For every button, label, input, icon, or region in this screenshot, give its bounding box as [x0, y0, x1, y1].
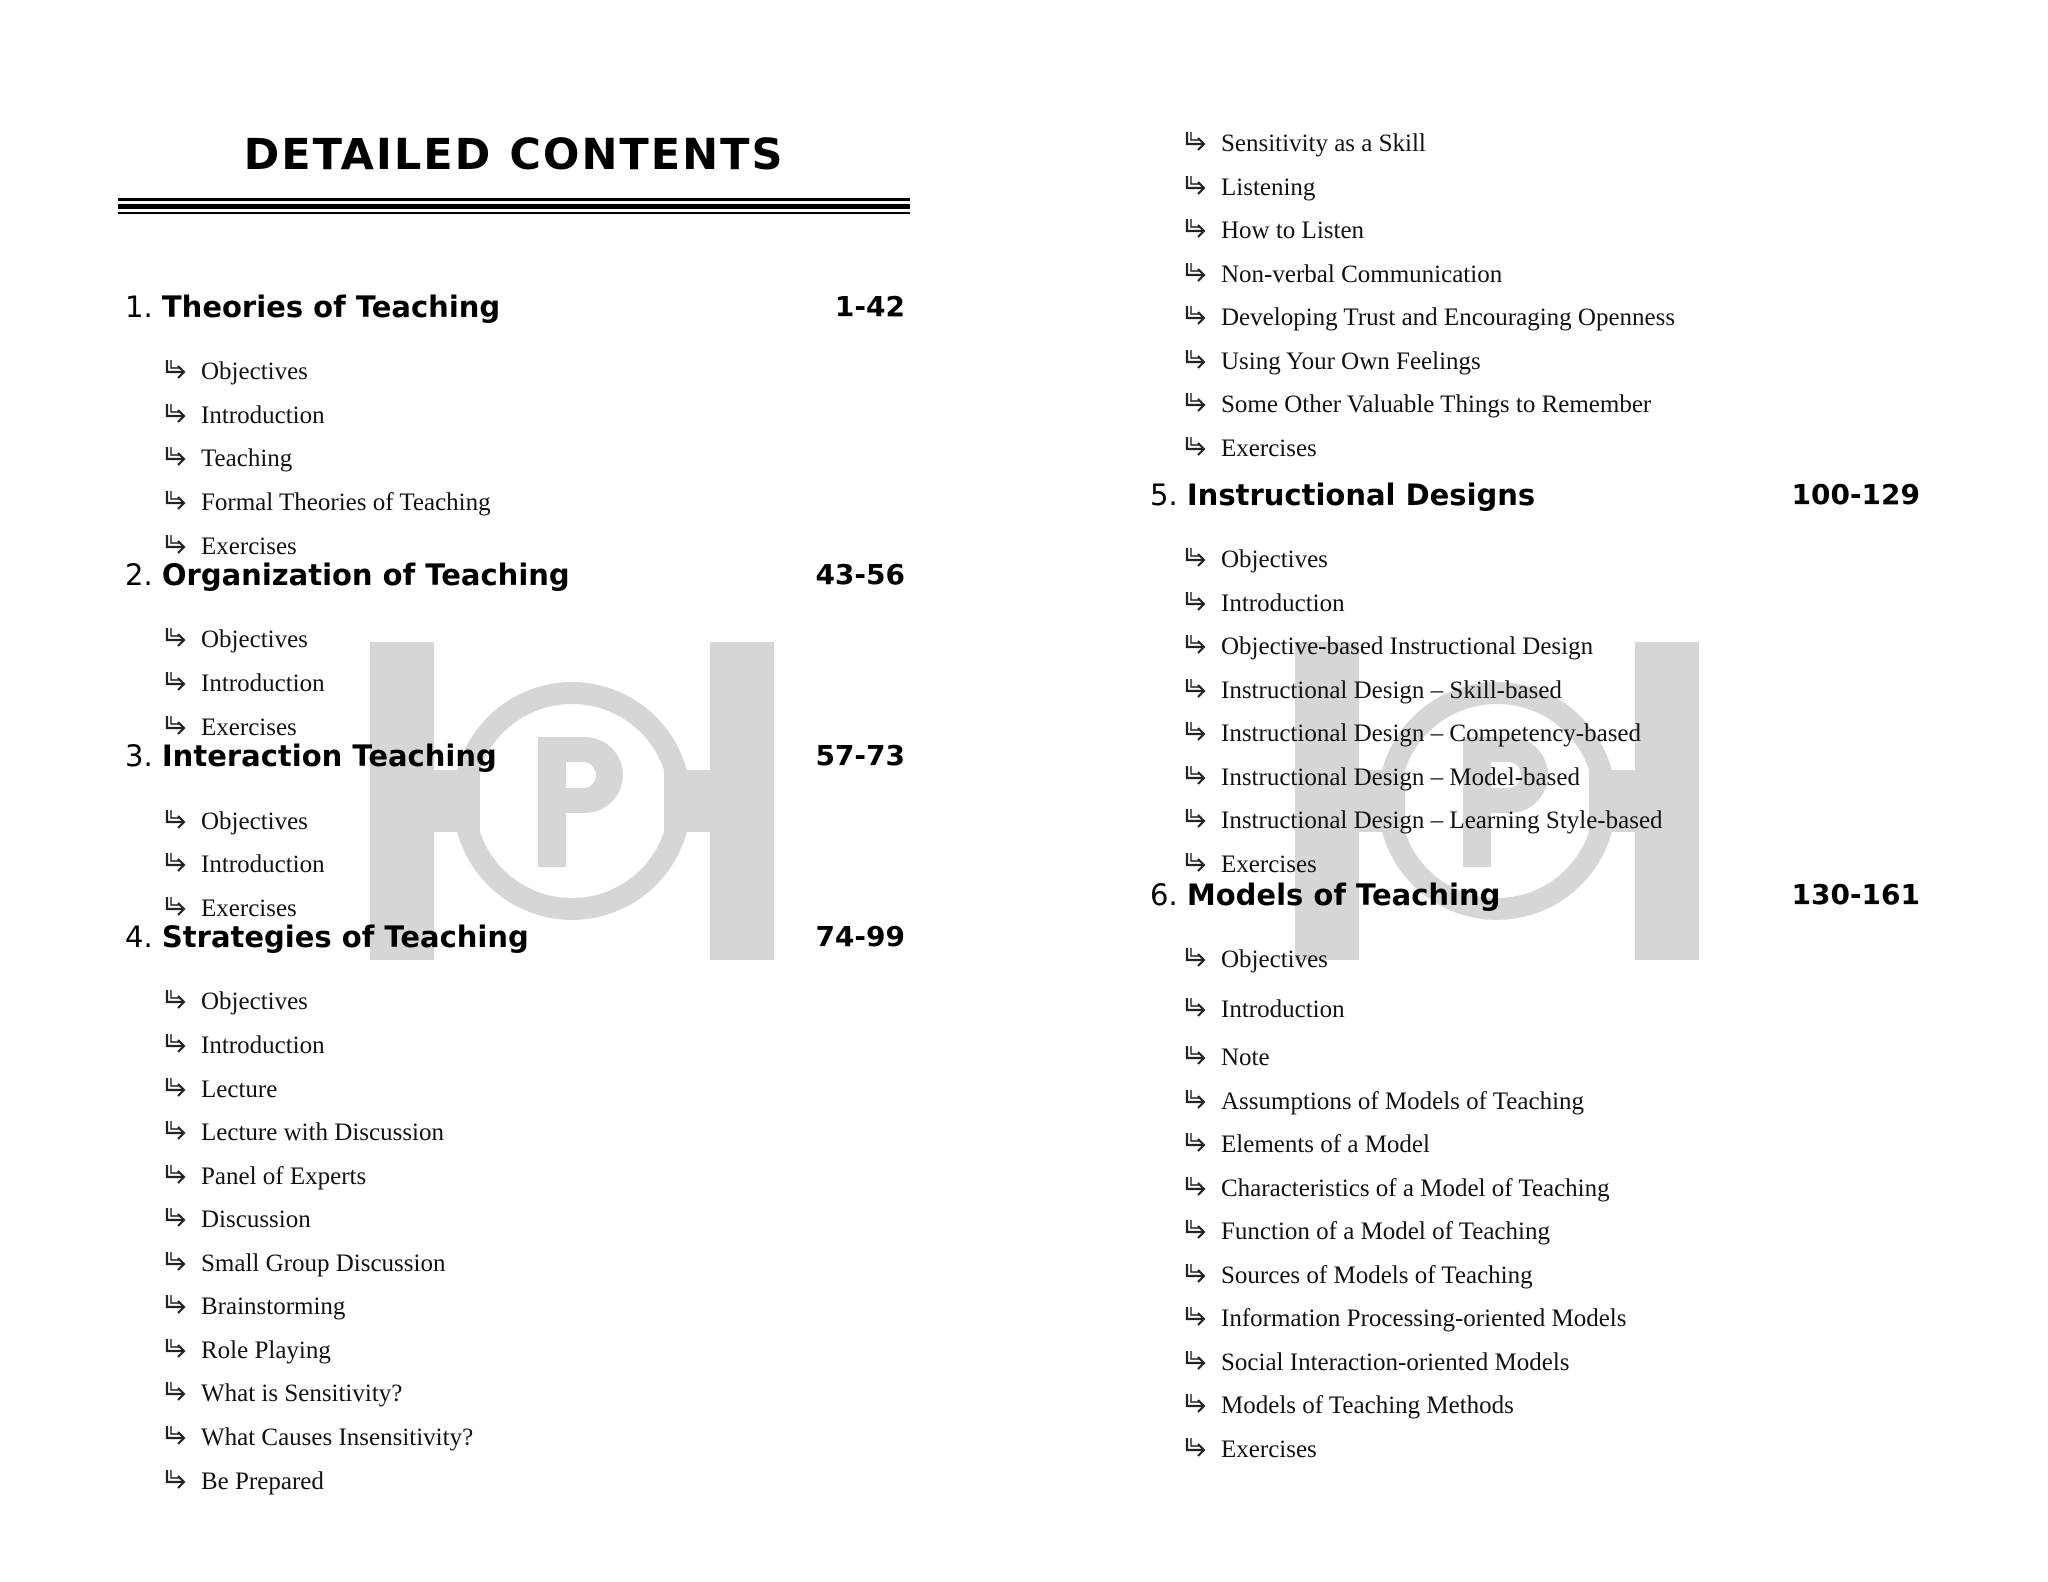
hooked-arrow-icon — [163, 1249, 191, 1275]
contents-item-label: Models of Teaching Methods — [1221, 1392, 1514, 1419]
hooked-arrow-icon — [163, 987, 191, 1013]
chapter-number: 3. — [125, 739, 162, 773]
contents-item — [1183, 1261, 1533, 1290]
chapter-heading — [125, 558, 905, 592]
contents-item-label: What is Sensitivity? — [201, 1380, 403, 1407]
title-rule — [118, 198, 910, 201]
contents-item — [163, 532, 297, 561]
page-header — [118, 130, 910, 212]
chapter-number: 5. — [1150, 478, 1187, 512]
contents-item-label: Exercises — [201, 895, 297, 922]
hooked-arrow-icon — [163, 1467, 191, 1493]
chapter-heading — [1150, 878, 1920, 912]
hooked-arrow-icon — [163, 488, 191, 514]
hooked-arrow-icon — [1183, 632, 1211, 658]
contents-item — [1183, 945, 1328, 974]
contents-item — [163, 488, 491, 517]
hooked-arrow-icon — [163, 669, 191, 695]
contents-item-label: Instructional Design – Learning Style-based — [1221, 807, 1663, 834]
chapter-number: 4. — [125, 920, 162, 954]
contents-item-label: Social Interaction-oriented Models — [1221, 1349, 1570, 1376]
contents-item — [1183, 676, 1562, 705]
contents-item — [1183, 1348, 1570, 1377]
contents-item — [163, 1379, 402, 1408]
chapter-title: Models of Teaching — [1186, 878, 1501, 912]
contents-item-label: Introduction — [201, 402, 325, 429]
contents-item — [1183, 589, 1345, 618]
hooked-arrow-icon — [1183, 347, 1211, 373]
chapter-page-range: 100-129 — [1791, 478, 1920, 511]
contents-item — [163, 444, 292, 473]
contents-item — [163, 1292, 345, 1321]
contents-item-label: Objectives — [201, 988, 308, 1015]
contents-item-label: Small Group Discussion — [201, 1250, 446, 1277]
contents-item — [163, 1118, 444, 1147]
hooked-arrow-icon — [163, 1031, 191, 1057]
contents-item — [1183, 545, 1328, 574]
chapter-page-range: 43-56 — [815, 558, 905, 591]
contents-item-label: Instructional Design – Competency-based — [1221, 720, 1642, 747]
hooked-arrow-icon — [1183, 434, 1211, 460]
hooked-arrow-icon — [163, 1075, 191, 1101]
contents-item-label: Discussion — [201, 1206, 311, 1233]
chapter-title: Theories of Teaching — [161, 290, 501, 324]
hooked-arrow-icon — [163, 401, 191, 427]
contents-item — [1183, 1043, 1270, 1072]
contents-item-label: Introduction — [1221, 996, 1345, 1023]
hooked-arrow-icon — [1183, 1217, 1211, 1243]
hooked-arrow-icon — [163, 625, 191, 651]
contents-item — [163, 850, 325, 879]
contents-item — [163, 1423, 473, 1452]
contents-item — [1183, 129, 1426, 158]
chapter-title: Instructional Designs — [1186, 478, 1536, 512]
contents-item-label: Instructional Design – Model-based — [1221, 764, 1580, 791]
hooked-arrow-icon — [1183, 719, 1211, 745]
contents-item — [1183, 303, 1675, 332]
contents-item-label: Teaching — [201, 445, 293, 472]
hooked-arrow-icon — [1183, 1435, 1211, 1461]
contents-item-label: Objectives — [1221, 946, 1328, 973]
chapter-number: 1. — [125, 290, 162, 324]
contents-item — [163, 357, 308, 386]
contents-item — [1183, 850, 1317, 879]
hooked-arrow-icon — [163, 850, 191, 876]
hooked-arrow-icon — [1183, 173, 1211, 199]
chapter-number: 2. — [125, 558, 162, 592]
contents-item — [1183, 632, 1593, 661]
contents-item — [1183, 260, 1502, 289]
hooked-arrow-icon — [1183, 1391, 1211, 1417]
contents-item — [163, 401, 325, 430]
contents-item-label: Introduction — [201, 851, 325, 878]
hooked-arrow-icon — [1183, 1261, 1211, 1287]
hooked-arrow-icon — [1183, 763, 1211, 789]
contents-item-label: Exercises — [1221, 851, 1317, 878]
contents-item-label: Brainstorming — [201, 1293, 346, 1320]
contents-item-label: What Causes Insensitivity? — [201, 1424, 474, 1451]
contents-item — [163, 807, 308, 836]
contents-item-label: Objectives — [201, 626, 308, 653]
contents-item-label: Instructional Design – Skill-based — [1221, 677, 1562, 704]
contents-item — [163, 669, 325, 698]
chapter-heading — [125, 739, 905, 773]
contents-item — [1183, 1217, 1550, 1246]
hooked-arrow-icon — [163, 1423, 191, 1449]
hooked-arrow-icon — [163, 532, 191, 558]
hooked-arrow-icon — [1183, 1087, 1211, 1113]
hooked-arrow-icon — [163, 1336, 191, 1362]
chapter-heading — [125, 290, 905, 324]
hooked-arrow-icon — [1183, 1348, 1211, 1374]
contents-item-label: Note — [1221, 1044, 1270, 1071]
chapter-number: 6. — [1150, 878, 1187, 912]
contents-item — [1183, 173, 1315, 202]
contents-item-label: Function of a Model of Teaching — [1221, 1218, 1550, 1245]
contents-item-label: Lecture with Discussion — [201, 1119, 445, 1146]
contents-item-label: How to Listen — [1221, 217, 1365, 244]
chapter-page-range: 74-99 — [815, 920, 905, 953]
hooked-arrow-icon — [1183, 589, 1211, 615]
contents-item-label: Objectives — [201, 808, 308, 835]
contents-item-label: Lecture — [201, 1076, 278, 1103]
contents-item — [163, 1205, 311, 1234]
contents-item-label: Exercises — [1221, 1436, 1317, 1463]
chapter-page-range: 1-42 — [834, 290, 905, 323]
contents-item-label: Some Other Valuable Things to Remember — [1221, 391, 1652, 418]
hooked-arrow-icon — [1183, 303, 1211, 329]
contents-item — [163, 1249, 445, 1278]
contents-item-label: Sensitivity as a Skill — [1221, 130, 1426, 157]
contents-item-label: Exercises — [201, 533, 297, 560]
contents-item — [163, 713, 297, 742]
hooked-arrow-icon — [1183, 1304, 1211, 1330]
contents-item — [1183, 1130, 1430, 1159]
hooked-arrow-icon — [163, 1118, 191, 1144]
hooked-arrow-icon — [163, 894, 191, 920]
chapter-title: Interaction Teaching — [161, 739, 497, 773]
hooked-arrow-icon — [1183, 676, 1211, 702]
contents-item — [1183, 806, 1663, 835]
hooked-arrow-icon — [1183, 945, 1211, 971]
contents-item-label: Developing Trust and Encouraging Openness — [1221, 304, 1676, 331]
chapter-page-range: 57-73 — [815, 739, 905, 772]
title-rule — [118, 212, 910, 214]
contents-item — [163, 1031, 325, 1060]
hooked-arrow-icon — [1183, 390, 1211, 416]
chapter-title: Organization of Teaching — [161, 558, 570, 592]
contents-item-label: Listening — [1221, 174, 1316, 201]
contents-item-label: Role Playing — [201, 1337, 331, 1364]
hooked-arrow-icon — [1183, 1043, 1211, 1069]
contents-item-label: Formal Theories of Teaching — [201, 489, 491, 516]
hooked-arrow-icon — [1183, 850, 1211, 876]
hooked-arrow-icon — [1183, 545, 1211, 571]
contents-item — [1183, 347, 1481, 376]
hooked-arrow-icon — [163, 1379, 191, 1405]
contents-item — [163, 625, 308, 654]
contents-item — [1183, 1435, 1317, 1464]
chapter-title: Strategies of Teaching — [161, 920, 529, 954]
hooked-arrow-icon — [1183, 216, 1211, 242]
watermark-logo — [370, 642, 774, 960]
hooked-arrow-icon — [163, 1205, 191, 1231]
chapter-heading — [125, 920, 905, 954]
hooked-arrow-icon — [1183, 1130, 1211, 1156]
contents-item — [1183, 1087, 1584, 1116]
hooked-arrow-icon — [163, 1162, 191, 1188]
contents-item — [163, 894, 297, 923]
contents-item — [1183, 434, 1317, 463]
contents-item — [1183, 763, 1580, 792]
contents-item — [163, 1162, 366, 1191]
contents-item — [1183, 1391, 1514, 1420]
hooked-arrow-icon — [1183, 806, 1211, 832]
contents-item-label: Exercises — [1221, 435, 1317, 462]
contents-item — [1183, 719, 1641, 748]
page-title: DETAILED CONTENTS — [243, 130, 785, 180]
contents-item-label: Introduction — [1221, 590, 1345, 617]
contents-item-label: Using Your Own Feelings — [1221, 348, 1481, 375]
hooked-arrow-icon — [163, 807, 191, 833]
contents-item-label: Introduction — [201, 670, 325, 697]
contents-item-label: Information Processing-oriented Models — [1221, 1305, 1627, 1332]
contents-item — [1183, 1174, 1610, 1203]
contents-item-label: Be Prepared — [201, 1468, 324, 1495]
title-rule — [118, 204, 910, 209]
contents-item-label: Exercises — [201, 714, 297, 741]
hooked-arrow-icon — [163, 357, 191, 383]
hooked-arrow-icon — [1183, 995, 1211, 1021]
contents-item-label: Non-verbal Communication — [1221, 261, 1503, 288]
chapter-page-range: 130-161 — [1791, 878, 1920, 911]
contents-item — [1183, 995, 1345, 1024]
contents-item-label: Panel of Experts — [201, 1163, 367, 1190]
contents-item — [163, 1075, 277, 1104]
contents-item-label: Characteristics of a Model of Teaching — [1221, 1175, 1610, 1202]
contents-item — [1183, 390, 1651, 419]
contents-item-label: Objective-based Instructional Design — [1221, 633, 1594, 660]
contents-item — [163, 1467, 324, 1496]
hooked-arrow-icon — [163, 1292, 191, 1318]
chapter-heading — [1150, 478, 1920, 512]
contents-item-label: Elements of a Model — [1221, 1131, 1430, 1158]
hooked-arrow-icon — [1183, 129, 1211, 155]
contents-item-label: Assumptions of Models of Teaching — [1221, 1088, 1585, 1115]
contents-item — [163, 1336, 331, 1365]
contents-item — [1183, 216, 1364, 245]
contents-item — [1183, 1304, 1626, 1333]
contents-item-label: Sources of Models of Teaching — [1221, 1262, 1533, 1289]
hooked-arrow-icon — [1183, 1174, 1211, 1200]
contents-item — [163, 987, 308, 1016]
contents-item-label: Introduction — [201, 1032, 325, 1059]
contents-item-label: Objectives — [201, 358, 308, 385]
hooked-arrow-icon — [163, 713, 191, 739]
hooked-arrow-icon — [1183, 260, 1211, 286]
hooked-arrow-icon — [163, 444, 191, 470]
contents-item-label: Objectives — [1221, 546, 1328, 573]
